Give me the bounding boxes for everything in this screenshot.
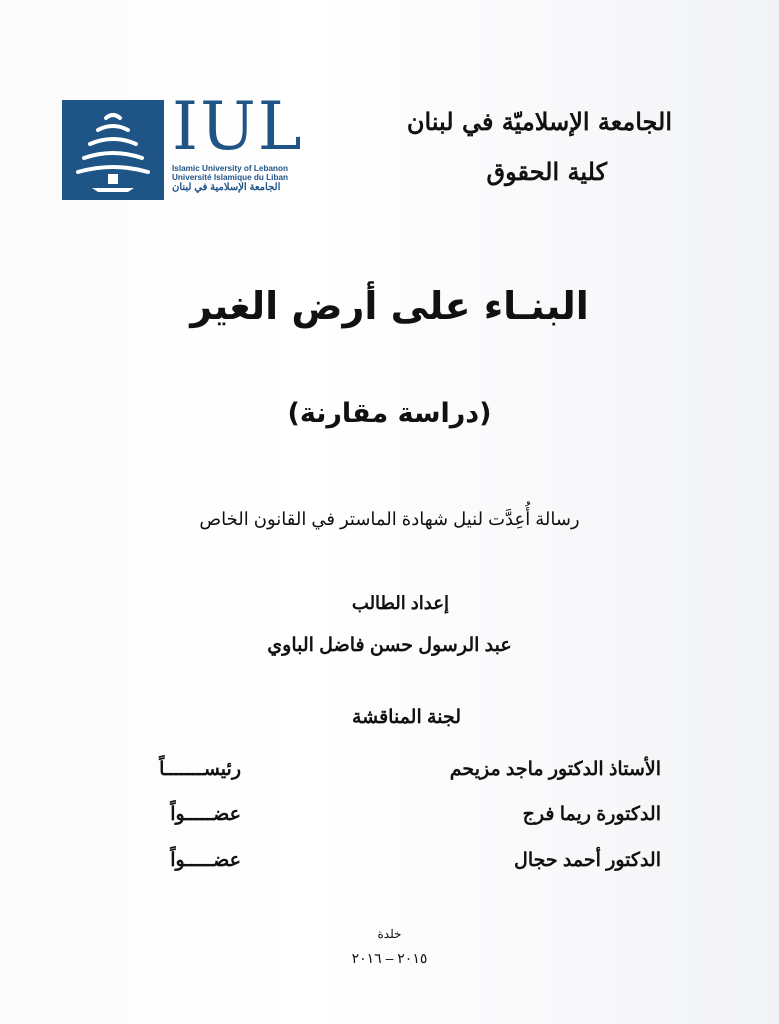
cedar-emblem [62, 100, 164, 200]
committee-label: لجنة المناقشة [351, 707, 461, 728]
place-name: خلدة [377, 927, 402, 941]
thesis-statement: رسالة أُعِدَّت لنيل شهادة الماستر في القانون الخاص [199, 509, 580, 529]
committee-member-role: عضـــــواً [170, 850, 241, 871]
university-logo [62, 88, 308, 200]
committee-member-name: الدكتورة ريما فرج [522, 804, 661, 825]
thesis-title: البنـاء على أرض الغير [190, 284, 589, 328]
logo-english-name: Islamic University of Lebanon [172, 164, 289, 173]
committee-member-role: عضـــــواً [170, 804, 241, 825]
student-name: عبد الرسول حسن فاضل الباوي [267, 635, 512, 656]
committee-member-role: رئيســـــــاً [159, 759, 241, 780]
faculty-name: كلية الحقوق [486, 157, 607, 186]
university-name: الجامعة الإسلاميّة في لبنان [406, 107, 672, 136]
logo-acronym: IUL [172, 88, 304, 165]
preparation-label: إعداد الطالب [351, 593, 449, 613]
committee-member-name: الدكتور أحمد حجال [514, 850, 661, 871]
logo-french-name: Université Islamique du Liban [172, 173, 289, 182]
logo-arabic-name: الجامعة الإسلامية في لبنان [172, 182, 281, 193]
thesis-subtitle: (دراسة مقارنة) [287, 398, 492, 429]
cedar-icon [62, 100, 164, 200]
committee-member-name: الأستاذ الدكتور ماجد مزيحم [449, 759, 661, 780]
academic-years: ٢٠١٥ – ٢٠١٦ [351, 950, 428, 966]
